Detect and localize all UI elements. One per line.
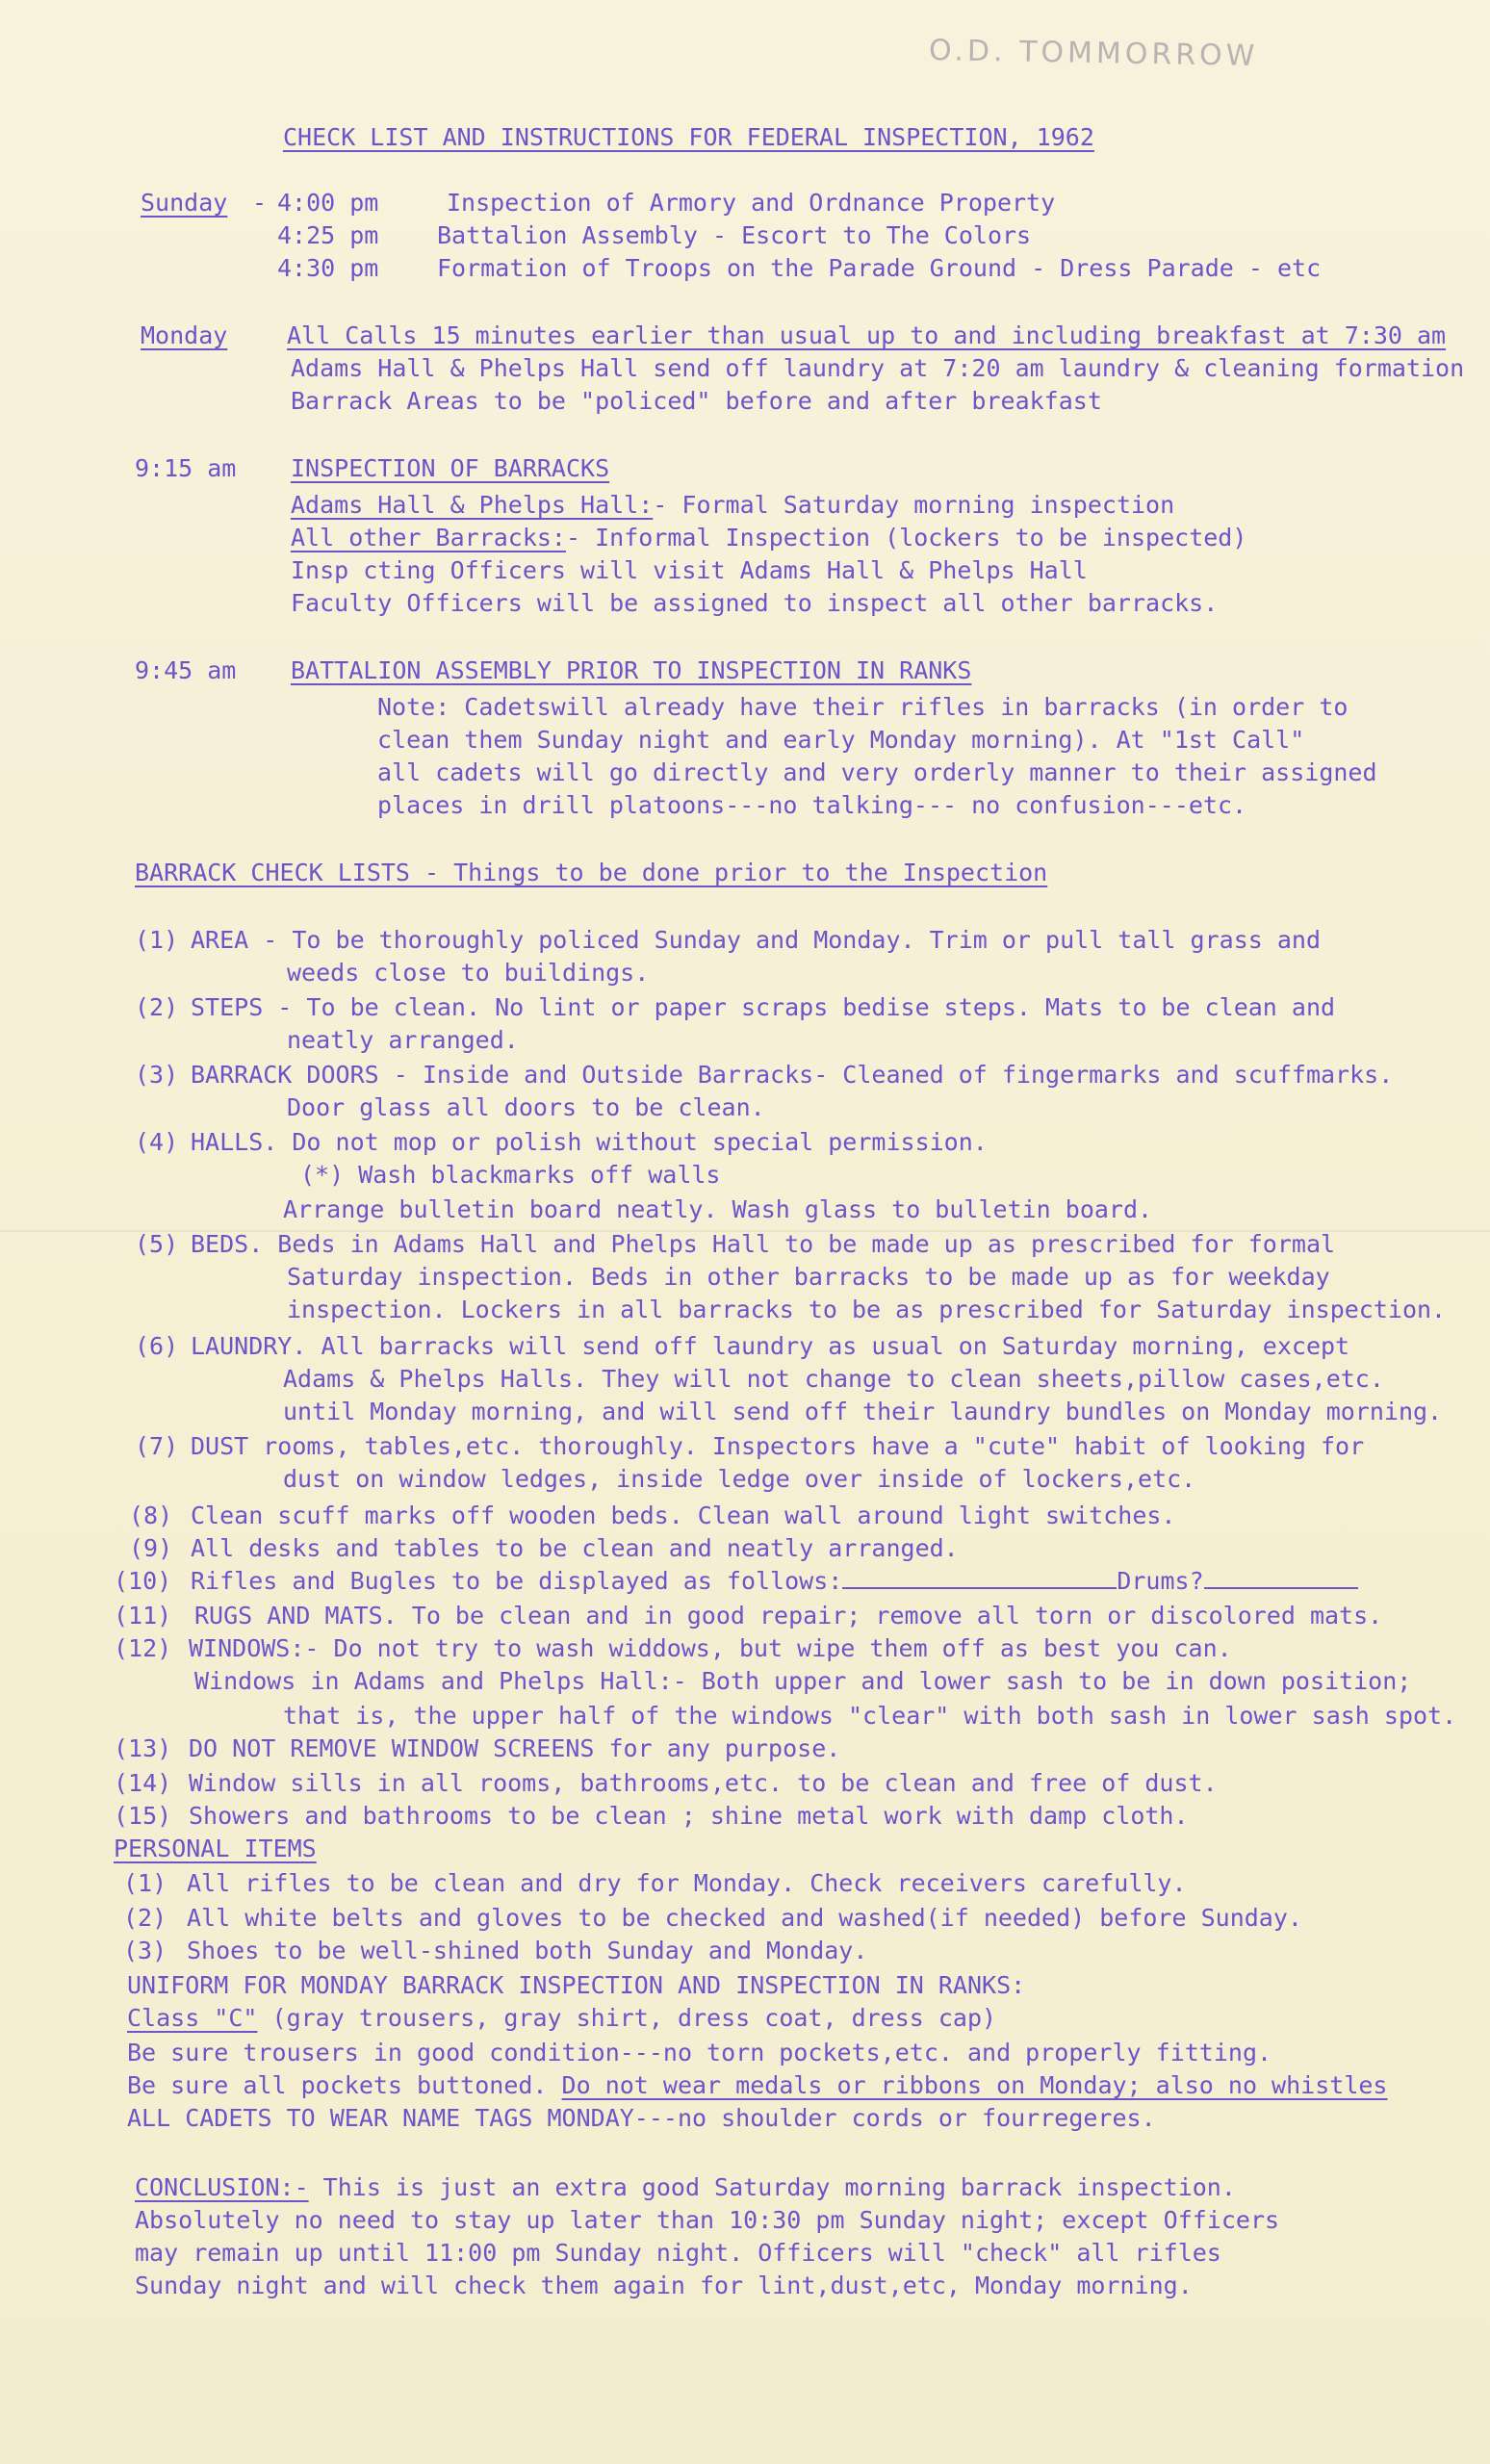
- drums-label: Drums?: [1117, 1567, 1204, 1595]
- conclusion-text-1: This is just an extra good Saturday morning barrack inspection.: [308, 2173, 1236, 2201]
- conclusion-line-2: Absolutely no need to stay up later than 10:30 pm Sunday night; except Officers: [135, 2206, 1280, 2234]
- uniform-line-2b: Do not wear medals or ribbons on Monday; also no whistles: [561, 2071, 1388, 2099]
- sunday-time-3: 4:30 pm: [277, 254, 379, 282]
- checklist-6-line-3: until Monday morning, and will send off their laundry bundles on Monday morning.: [283, 1398, 1443, 1425]
- conclusion-label: CONCLUSION:-: [135, 2173, 309, 2201]
- checklist-4-line-1: HALLS. Do not mop or polish without special permission.: [191, 1128, 988, 1156]
- fill-in-blank-2: [1204, 1568, 1358, 1589]
- checklist-9-line-1: All desks and tables to be clean and neatly arranged.: [191, 1534, 959, 1562]
- checklist-12-line-1: WINDOWS:- Do not try to wash widdows, but wipe them off as best you can.: [189, 1634, 1232, 1662]
- checklist-13-line-1: DO NOT REMOVE WINDOW SCREENS for any purpose.: [189, 1734, 841, 1762]
- monday-label: Monday: [141, 321, 228, 349]
- barracks-adams-label: Adams Hall & Phelps Hall:: [291, 491, 654, 519]
- checklist-6-line-2: Adams & Phelps Halls. They will not change to clean sheets,pillow cases,etc.: [283, 1365, 1384, 1393]
- sunday-dash: -: [252, 189, 268, 217]
- personal-item-3: Shoes to be well-shined both Sunday and Monday.: [187, 1937, 868, 1964]
- personal-item-1: All rifles to be clean and dry for Monday. Check receivers carefully.: [187, 1869, 1187, 1897]
- assembly-note-3: all cadets will go directly and very orderly manner to their assigned: [377, 758, 1377, 786]
- checklist-3-line-1: BARRACK DOORS - Inside and Outside Barracks- Cleaned of fingermarks and scuffmarks.: [191, 1061, 1394, 1089]
- sunday-time-1: 4:00 pm: [277, 189, 379, 217]
- assembly-note-1: Note: Cadetswill already have their rifles in barracks (in order to: [377, 693, 1349, 721]
- barracks-heading: INSPECTION OF BARRACKS: [291, 454, 610, 482]
- checklist-num-14: (14): [114, 1769, 172, 1797]
- checklist-num-1: (1): [135, 926, 179, 954]
- uniform-line-2: [127, 2069, 1387, 2102]
- checklist-num-2: (2): [135, 993, 179, 1021]
- document-title: CHECK LIST AND INSTRUCTIONS FOR FEDERAL INSPECTION, 1962: [283, 123, 1094, 151]
- checklist-num-7: (7): [135, 1432, 179, 1460]
- assembly-heading: BATTALION ASSEMBLY PRIOR TO INSPECTION IN RANKS: [291, 656, 972, 684]
- checklist-14-line-1: Window sills in all rooms, bathrooms,etc. to be clean and free of dust.: [189, 1769, 1218, 1797]
- personal-num-1: (1): [123, 1869, 167, 1897]
- checklist-1-line-2: weeds close to buildings.: [287, 959, 650, 987]
- barracks-other-label: All other Barracks:: [291, 524, 566, 552]
- checklist-num-13: (13): [114, 1734, 172, 1762]
- checklist-num-8: (8): [129, 1502, 173, 1529]
- uniform-heading: UNIFORM FOR MONDAY BARRACK INSPECTION AND INSPECTION IN RANKS:: [127, 1971, 1026, 1999]
- personal-num-2: (2): [123, 1904, 167, 1932]
- checklist-7-line-1: DUST rooms, tables,etc. thoroughly. Inspectors have a "cute" habit of looking for: [191, 1432, 1365, 1460]
- uniform-line-2a: Be sure all pockets buttoned.: [127, 2071, 562, 2099]
- checklist-heading: BARRACK CHECK LISTS - Things to be done prior to the Inspection: [135, 859, 1048, 886]
- barracks-adams-line: [291, 489, 1174, 522]
- sunday-time-2: 4:25 pm: [277, 221, 379, 249]
- assembly-time: 9:45 am: [135, 656, 237, 684]
- barracks-line-3: Insp cting Officers will visit Adams Hall & Phelps Hall: [291, 556, 1088, 584]
- checklist-3-line-2: Door glass all doors to be clean.: [287, 1093, 765, 1121]
- checklist-2-line-1: STEPS - To be clean. No lint or paper scraps bedise steps. Mats to be clean and: [191, 993, 1336, 1021]
- checklist-num-12: (12): [114, 1634, 172, 1662]
- checklist-num-5: (5): [135, 1230, 179, 1258]
- personal-num-3: (3): [123, 1937, 167, 1964]
- personal-heading: PERSONAL ITEMS: [114, 1835, 317, 1862]
- conclusion-line-4: Sunday night and will check them again for lint,dust,etc, Monday morning.: [135, 2272, 1193, 2299]
- uniform-class-text: (gray trousers, gray shirt, dress coat, dress cap): [257, 2004, 997, 2032]
- handwritten-note: O.D. TOMMORROW: [928, 34, 1259, 73]
- checklist-num-15: (15): [114, 1802, 172, 1830]
- sunday-text-1: Inspection of Armory and Ordnance Property: [447, 189, 1056, 217]
- checklist-8-line-1: Clean scuff marks off wooden beds. Clean wall around light switches.: [191, 1502, 1176, 1529]
- barracks-adams-text: - Formal Saturday morning inspection: [653, 491, 1175, 519]
- checklist-4-line-2: (*) Wash blackmarks off walls: [300, 1161, 721, 1189]
- barracks-other-text: - Informal Inspection (lockers to be inspected): [565, 524, 1247, 552]
- sunday-label: Sunday: [141, 189, 228, 217]
- checklist-11-line-1: RUGS AND MATS. To be clean and in good repair; remove all torn or discolored mats.: [194, 1602, 1383, 1630]
- checklist-num-9: (9): [129, 1534, 173, 1562]
- monday-line-1: All Calls 15 minutes earlier than usual up to and including breakfast at 7:30 am: [287, 321, 1447, 349]
- uniform-line-3: ALL CADETS TO WEAR NAME TAGS MONDAY---no shoulder cords or fourregeres.: [127, 2104, 1156, 2132]
- checklist-num-6: (6): [135, 1332, 179, 1360]
- assembly-note-2: clean them Sunday night and early Monday morning). At "1st Call": [377, 726, 1305, 754]
- checklist-10-line-1: [191, 1565, 1358, 1598]
- checklist-10-text: Rifles and Bugles to be displayed as follows:: [191, 1567, 843, 1595]
- checklist-7-line-2: dust on window ledges, inside ledge over inside of lockers,etc.: [283, 1465, 1196, 1493]
- checklist-num-11: (11): [114, 1602, 172, 1630]
- conclusion-line-3: may remain up until 11:00 pm Sunday night. Officers will "check" all rifles: [135, 2239, 1221, 2267]
- sunday-text-3: Formation of Troops on the Parade Ground - Dress Parade - etc: [437, 254, 1322, 282]
- uniform-line-1: Be sure trousers in good condition---no torn pockets,etc. and properly fitting.: [127, 2039, 1272, 2066]
- barracks-other-line: [291, 522, 1246, 554]
- checklist-num-3: (3): [135, 1061, 179, 1089]
- sunday-text-2: Battalion Assembly - Escort to The Colors: [437, 221, 1032, 249]
- barracks-time: 9:15 am: [135, 454, 237, 482]
- barracks-line-4: Faculty Officers will be assigned to inspect all other barracks.: [291, 589, 1219, 617]
- checklist-5-line-1: BEDS. Beds in Adams Hall and Phelps Hall to be made up as prescribed for formal: [191, 1230, 1336, 1258]
- assembly-note-4: places in drill platoons---no talking--- no confusion---etc.: [377, 791, 1247, 819]
- checklist-5-line-2: Saturday inspection. Beds in other barracks to be made up as for weekday: [287, 1263, 1330, 1291]
- checklist-6-line-1: LAUNDRY. All barracks will send off laundry as usual on Saturday morning, except: [191, 1332, 1350, 1360]
- monday-line-3: Barrack Areas to be "policed" before and after breakfast: [291, 387, 1102, 415]
- checklist-1-line-1: AREA - To be thoroughly policed Sunday and Monday. Trim or pull tall grass and: [191, 926, 1321, 954]
- checklist-4-line-3: Arrange bulletin board neatly. Wash glass to bulletin board.: [283, 1195, 1153, 1223]
- fill-in-blank: [842, 1568, 1117, 1589]
- uniform-class-label: Class "C": [127, 2004, 258, 2032]
- checklist-2-line-2: neatly arranged.: [287, 1026, 519, 1054]
- personal-item-2: All white belts and gloves to be checked and washed(if needed) before Sunday.: [187, 1904, 1302, 1932]
- conclusion-line-1: [135, 2171, 1236, 2204]
- checklist-5-line-3: inspection. Lockers in all barracks to be as prescribed for Saturday inspection.: [287, 1296, 1447, 1323]
- checklist-num-4: (4): [135, 1128, 179, 1156]
- checklist-12-line-3: that is, the upper half of the windows "clear" with both sash in lower sash spot.: [283, 1702, 1457, 1730]
- uniform-class-line: [127, 2002, 996, 2035]
- checklist-15-line-1: Showers and bathrooms to be clean ; shine metal work with damp cloth.: [189, 1802, 1189, 1830]
- checklist-12-line-2: Windows in Adams and Phelps Hall:- Both upper and lower sash to be in down position;: [194, 1667, 1412, 1695]
- monday-line-2: Adams Hall & Phelps Hall send off laundry at 7:20 am laundry & cleaning formation: [291, 354, 1465, 382]
- checklist-num-10: (10): [114, 1567, 172, 1595]
